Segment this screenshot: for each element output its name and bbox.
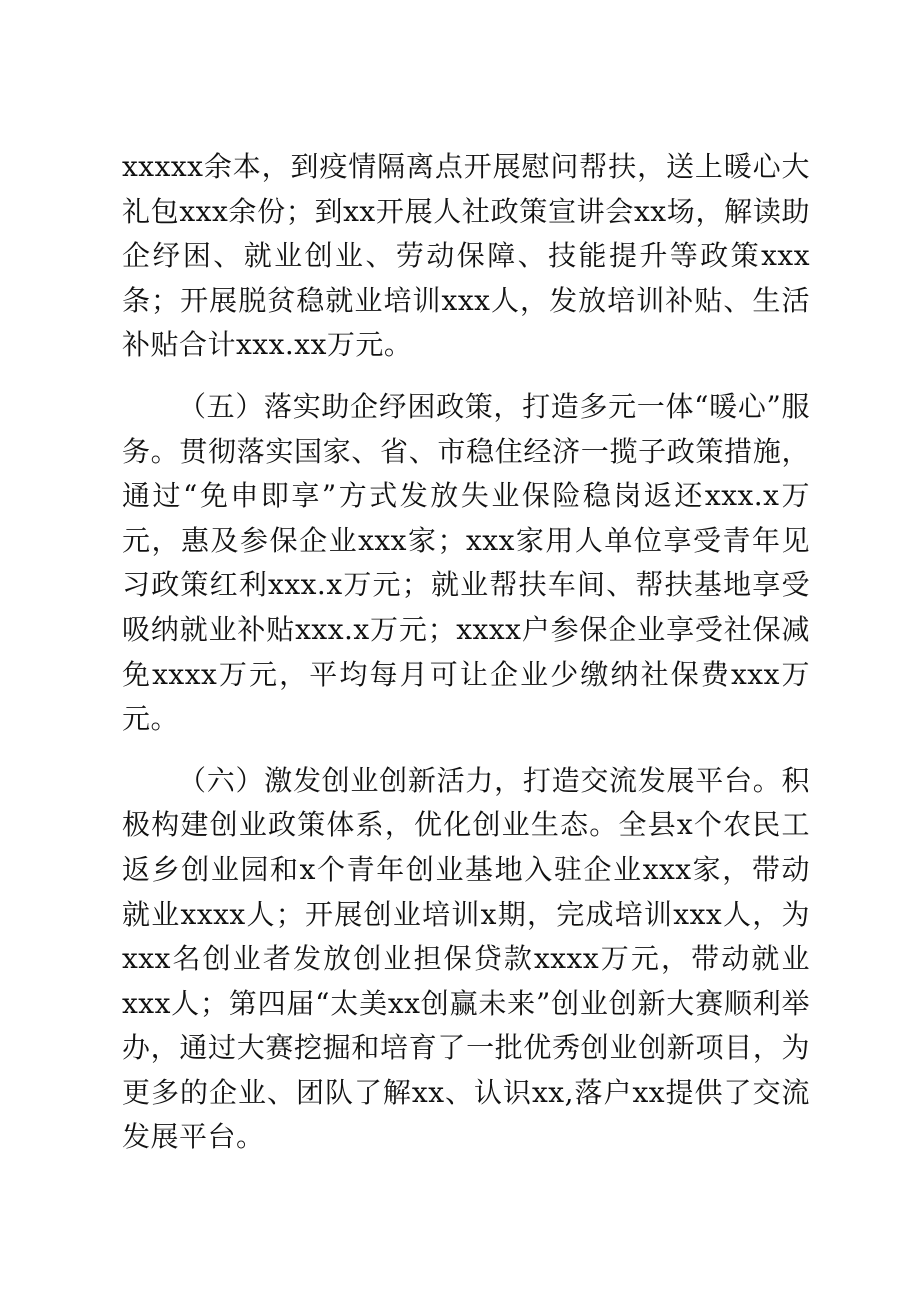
paragraph-section-six: （六）激发创业创新活力，打造交流发展平台。积极构建创业政策体系，优化创业生态。全县x个农民工返乡创业园和x个青年创业基地入驻企业xxx家，带动就业xxxx人；开展创业培训x期，完成培训xxx人，为xxx名创业者发放创业担保贷款xxxx万元，带动就业xxx人；第四届“太美xx创赢未来”创业创新大赛顺利举办，通过大赛挖掘和培育了一批优秀创业创新项目，为更多的企业、团队了解xx、认识xx,落户xx提供了交流发展平台。 — [122, 763, 810, 1154]
paragraph-section-five: （五）落实助企纾困政策，打造多元一体“暖心”服务。贯彻落实国家、省、市稳住经济一揽子政策措施，通过“免申即享”方式发放失业保险稳岗返还xxx.x万元，惠及参保企业xxx家；xxx家用人单位享受青年见习政策红利xxx.x万元；就业帮扶车间、帮扶基地享受吸纳就业补贴xxx.x万元；xxxx户参保企业享受社保减免xxxx万元，平均每月可让企业少缴纳社保费xxx万元。 — [122, 389, 810, 736]
document-page — [122, 145, 810, 1160]
paragraph-continuation: xxxxx余本，到疫情隔离点开展慰问帮扶，送上暖心大礼包xxx余份；到xx开展人社政策宣讲会xx场，解读助企纾困、就业创业、劳动保障、技能提升等政策xxx条；开展脱贫稳就业培训xxx人，发放培训补贴、生活补贴合计xxx.xx万元。 — [122, 150, 810, 362]
